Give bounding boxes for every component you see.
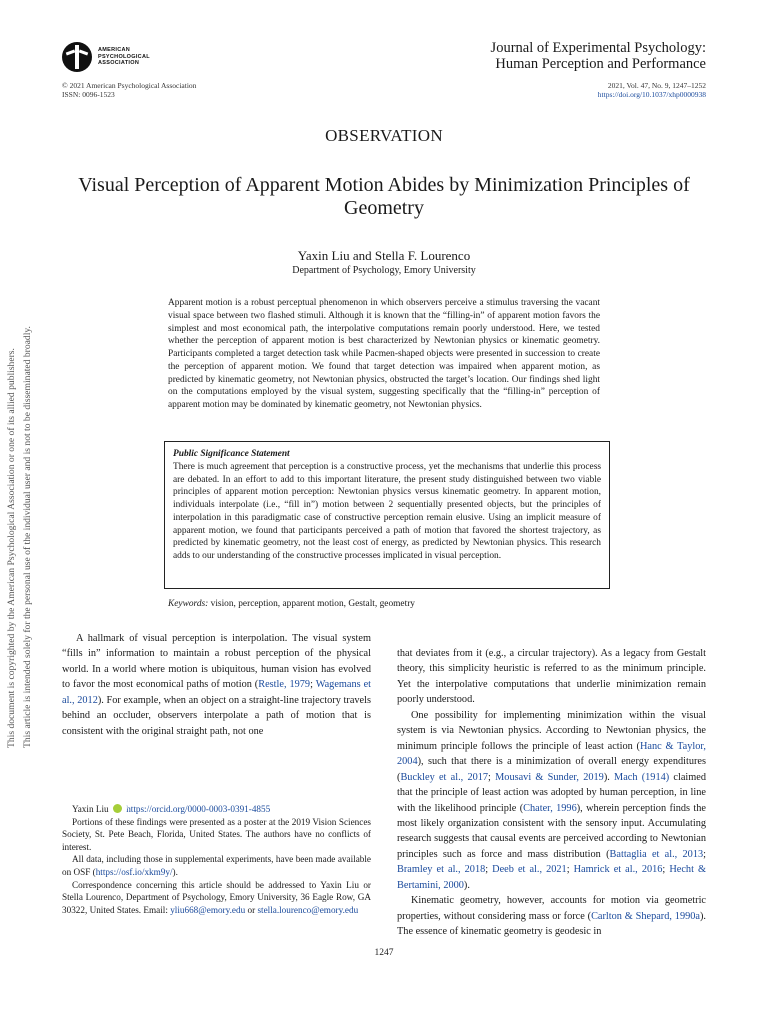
- citation-link[interactable]: Restle, 1979: [258, 679, 311, 691]
- abstract: Apparent motion is a robust perceptual phenomenon in which observers perceive a stimulus traversing the vacant visual space between two flashed stimuli. Although it is known that the “filling-in” of apparent motion favors the simplest and most economical path, the interpolative computations remain poorly understood. Here, we tested whether the perception of apparent motion is best characterized by Newtonian physics or kinematic geometry. Participants completed a target detection task while Pacmen-shaped objects were presented in succession to create the perception of apparent motion. We found that target detection was impaired when apparent motion, as predicted by kinematic geometry, not Newtonian physics, obstructed the target’s location. Our findings shed light on the computations employed by the visual system, suggesting specifically that the “filling-in” perception of apparent motion may be dominated by kinematic geometry, not Newtonian physics.: [168, 298, 600, 410]
- apa-logo: [62, 42, 150, 72]
- apa-logo-text: AMERICAN PSYCHOLOGICAL ASSOCIATION: [98, 47, 150, 67]
- citation-link[interactable]: Hanc & Taylor, 2004: [397, 740, 706, 768]
- footnote-correspondence: Correspondence concerning this article should be addressed to Yaxin Liu or Stella Lourenco, Department of Psychology, Emory University, 36 Eagle Row, GA 30322, United States. Email: yliu668@emory.edu or stella.lourenco@emory.edu: [62, 879, 371, 915]
- article-title: Visual Perception of Apparent Motion Abides by Minimization Principles of Geometry: [78, 174, 690, 219]
- public-significance-title: Public Significance Statement: [173, 449, 290, 459]
- keywords-list: vision, perception, apparent motion, Gestalt, geometry: [210, 599, 415, 609]
- apa-psi-icon: [62, 42, 92, 72]
- citation-link[interactable]: Hamrick et al., 2016: [573, 864, 663, 876]
- body-paragraph: A hallmark of visual perception is interpolation. The visual system “fills in” information to maintain a robust perception of the physical world. In a world where motion is ubiquitous, human vision has evolved to favor the most economical paths of motion (Restle, 1979; Wagemans et al., 2012). For example, when an object on a straight-line trajectory travels behind an occluder, observers interpolate a path of motion that is consistent with the original straight path, not one: [62, 633, 372, 737]
- issn-line: ISSN: 0096-1523: [62, 90, 115, 99]
- doi-link[interactable]: https://doi.org/10.1037/xhp0000938: [597, 90, 706, 99]
- citation-link[interactable]: Mousavi & Sunder, 2019: [495, 771, 604, 783]
- footnotes: [62, 803, 371, 916]
- orcid-footnote: Yaxin Liu iD https://orcid.org/0000-0003-0391-4855: [62, 803, 371, 816]
- footnote-presentation: Portions of these findings were presented as a poster at the 2019 Vision Sciences Society, St. Pete Beach, Florida, United States. The authors have no conflicts of interest.: [62, 816, 371, 852]
- keywords-label: Keywords:: [168, 599, 209, 609]
- citation-link[interactable]: Carlton & Shepard, 1990a: [591, 910, 700, 922]
- body-paragraph: Kinematic geometry, however, accounts for motion via geometric properties, without considering mass or force (Carlton & Shepard, 1990a). The essence of kinematic geometry is geodesic in: [397, 895, 706, 938]
- body-column-right: [397, 646, 706, 940]
- authors: Yaxin Liu and Stella F. Lourenco: [297, 248, 471, 263]
- publication-meta-right: [598, 81, 706, 99]
- side-notice-line-1: This document is copyrighted by the American Psychological Association or one of its allied publishers.: [6, 348, 17, 748]
- body-paragraph: that deviates from it (e.g., a circular trajectory). As a legacy from Gestalt theory, this simplicity heuristic is referred to as the minimum principle. Yet the interpolative computations that underlie minimization remain poorly understood.: [397, 648, 706, 706]
- body-column-left: [62, 631, 371, 739]
- section-label: OBSERVATION: [325, 126, 443, 145]
- citation-link[interactable]: Chater, 1996: [523, 802, 577, 814]
- publication-meta-left: [62, 81, 196, 99]
- body-paragraph: One possibility for implementing minimization within the visual system is via Newtonian physics. According to Newtonian physics, the minimum principle follows the principle of least action (Hanc & Taylor, 2004), such that there is a minimization of overall energy expenditures (Buckley et al., 2017; Mousavi & Sunder, 2019). Mach (1914) claimed that the principle of least action was adopted by human perception, in line with the likelihood principle (Chater, 1996), wherein perception finds the most likely organization consistent with the sensory input. Accumulating research suggests that causal events are perceived according to Newtonian principles such as force and mass distribution (Battaglia et al., 2013; Bramley et al., 2018; Deeb et al., 2021; Hamrick et al., 2016; Hecht & Bertamini, 2000).: [397, 709, 707, 891]
- citation-link[interactable]: Hecht & Bertamini, 2000: [397, 864, 706, 891]
- journal-line-1: Journal of Experimental Psychology:: [490, 40, 706, 56]
- copyright-line: © 2021 American Psychological Association: [62, 81, 197, 90]
- volume-line: 2021, Vol. 47, No. 9, 1247–1252: [607, 81, 706, 90]
- page-number: 1247: [374, 948, 394, 958]
- email-link-liu[interactable]: yliu668@emory.edu: [170, 904, 246, 915]
- copyright-side-notice: [4, 268, 36, 748]
- email-link-lourenco[interactable]: stella.lourenco@emory.edu: [257, 904, 359, 915]
- orcid-icon: [113, 804, 122, 813]
- orcid-link[interactable]: https://orcid.org/0000-0003-0391-4855: [126, 804, 271, 814]
- citation-link[interactable]: Mach (1914): [614, 771, 670, 783]
- public-significance-box: [164, 441, 610, 589]
- citation-link[interactable]: Battaglia et al., 2013: [609, 848, 704, 860]
- osf-link[interactable]: https://osf.io/xkm9y/: [95, 866, 173, 877]
- citation-link[interactable]: Deeb et al., 2021: [492, 864, 567, 876]
- citation-link[interactable]: Buckley et al., 2017: [400, 771, 489, 783]
- citation-link[interactable]: Wagemans et al., 2012: [62, 679, 372, 706]
- keywords: [168, 599, 415, 609]
- journal-line-2: Human Perception and Performance: [495, 56, 706, 72]
- affiliation: Department of Psychology, Emory University: [292, 265, 476, 276]
- journal-name: [491, 40, 706, 72]
- public-significance-text: There is much agreement that perception is a constructive process, yet the mechanisms that underlie this process are debated. In an effort to add to this important literature, the present study distinguished between two viable principles of apparent motion perception: Newtonian physics versus kinematic geometry. In apparent motion, individuals interpolate (i.e., “fill in”) motion between 2 sequentially presented objects, but the principles of interpolation in this paradigmatic case of constructive perception remain elusive. Using an implicit measure of apparent motion, we found that participants perceived a path of motion that favored the shortest trajectory, as predicted by kinematic geometry, not the least cost of energy, as predicted by Newtonian physics. This research adds to our understanding of the constructive processes implicated in visual perception.: [173, 461, 601, 561]
- side-notice-line-2: This article is intended solely for the personal use of the individual user and is not to be disseminated broadly.: [22, 326, 33, 748]
- citation-link[interactable]: Bramley et al., 2018: [397, 864, 486, 876]
- footnote-data-availability: All data, including those in supplemental experiments, have been made available on OSF (https://osf.io/xkm9y/).: [62, 854, 371, 877]
